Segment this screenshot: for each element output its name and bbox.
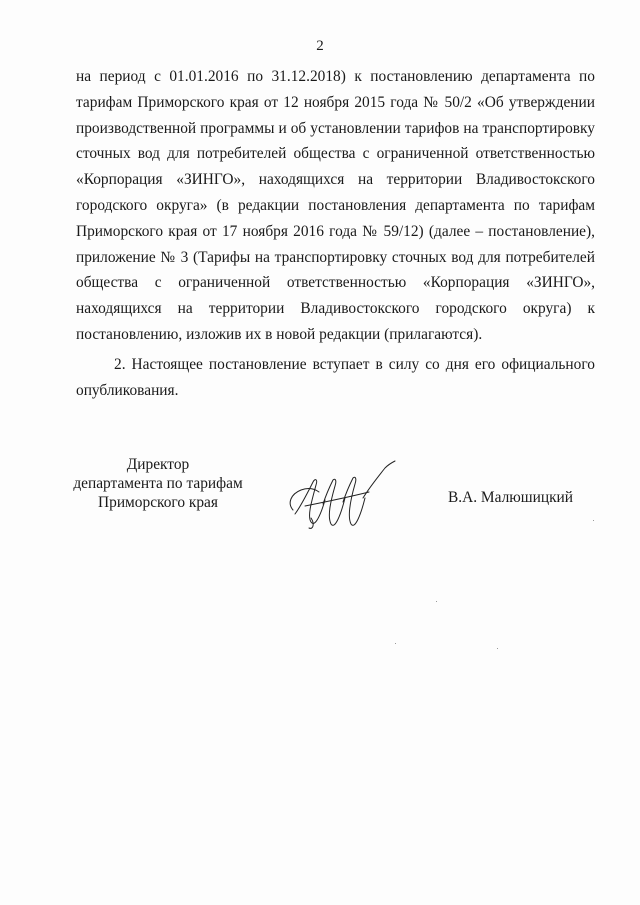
signatory-title-line: Приморского края (98, 494, 218, 511)
signatory-title (58, 455, 258, 512)
signatory-title-line: Директор (126, 456, 190, 473)
page-number: 2 (316, 38, 324, 54)
handwritten-signature (285, 458, 400, 538)
scan-speck (593, 520, 594, 521)
paragraph-2: 2. Настоящее постановление вступает в силу со дня его официального опубликования. (76, 355, 595, 399)
scan-speck (497, 648, 498, 649)
paragraph-1: на период с 01.01.2016 по 31.12.2018) к постановлению департамента по тарифам Приморского края от 12 ноября 2015 года № 50/2 «Об утверждении производственной программы и об установлении тарифов на транспортировку сточных вод для потребителей общества с ограниченной ответственностью «Корпорация «ЗИНГО», находящихся на территории Владивостокского городского округа» (в редакции постановления департамента по тарифам Приморского края от 17 ноября 2016 года № 59/12) (далее – постановление), приложение № 3 (Тарифы на транспортировку сточных вод для потребителей общества с ограниченной ответственностью «Корпорация «ЗИНГО», находящихся на территории Владивостокского городского округа) к постановлению, изложив их в новой редакции (прилагаются). (76, 68, 595, 343)
scan-speck (395, 643, 396, 644)
signatory-title-line: департамента по тарифам (73, 475, 243, 492)
signatory-name: В.А. Малюшицкий (448, 489, 574, 506)
scan-speck (436, 601, 437, 602)
